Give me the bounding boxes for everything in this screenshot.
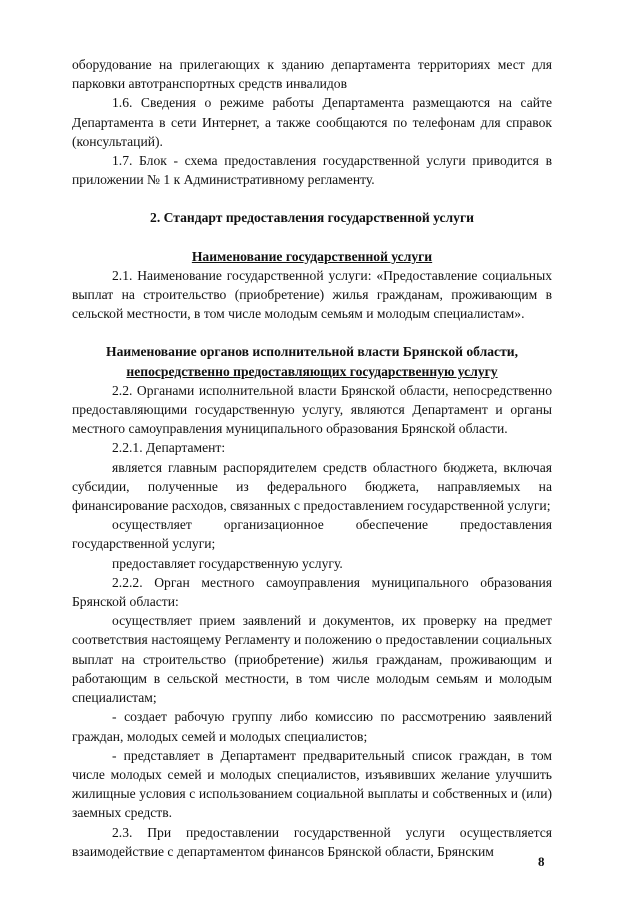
page-body	[72, 55, 552, 861]
paragraph-1-7: 1.7. Блок - схема предоставления государственной услуги приводится в приложении № 1 к Административному регламенту.	[72, 153, 552, 188]
local-authority-duty-3: - представляет в Департамент предварительный список граждан, в том числе молодых семей и молодых специалистов, изъявивших желание улучшить жилищные условия с использованием социальной выплаты и собственных и (или) заемных средств.	[72, 747, 552, 821]
service-name-heading: Наименование государственной услуги	[191, 248, 433, 264]
department-duty-3: предоставляет государственную услугу.	[112, 555, 343, 571]
department-duty-2: осуществляет организационное обеспечение предоставления государственной услуги;	[72, 517, 552, 552]
paragraph-2-1: 2.1. Наименование государственной услуги: «Предоставление социальных выплат на строительство (приобретение) жилья гражданам, проживающим в сельской местности, в том числе молодым семьям и молодым специалистам».	[72, 267, 552, 322]
local-authority-duty-2: - создает рабочую группу либо комиссию по рассмотрению заявлений граждан, молодых семей и молодых специалистов;	[72, 709, 552, 744]
spacer	[72, 323, 552, 342]
section-2-heading: 2. Стандарт предоставления государственной услуги	[150, 210, 474, 226]
organs-heading-line-2: непосредственно предоставляющих государственную услугу	[126, 363, 498, 379]
paragraph-2-2-1: 2.2.1. Департамент:	[112, 440, 226, 456]
page-number: 8	[538, 854, 545, 869]
organs-heading-line-1: Наименование органов исполнительной власти Брянской области,	[106, 344, 518, 360]
department-duty-1: является главным распорядителем средств областного бюджета, включая субсидии, полученные из федерального бюджета, направляемых на финансирование расходов, связанных с предоставлением государственной услуги;	[72, 459, 552, 514]
paragraph-continuation: оборудование на прилегающих к зданию департамента территориях мест для парковки автотранспортных средств инвалидов	[72, 57, 552, 92]
local-authority-duty-1: осуществляет прием заявлений и документов, их проверку на предмет соответствия настоящему Регламенту и положению о предоставлении социальных выплат на строительство (приобретение) жилья гражданам, проживающим и работающим в сельской местности, в том числе молодым семьям и молодым специалистам;	[72, 613, 552, 706]
paragraph-2-2: 2.2. Органами исполнительной власти Брянской области, непосредственно предоставляющими государственную услугу, являются Департамент и органы местного самоуправления муниципального образования Брянской области.	[72, 382, 552, 437]
paragraph-2-3: 2.3. При предоставлении государственной услуги осуществляется взаимодействие с департаментом финансов Брянской области, Брянским	[72, 824, 552, 859]
spacer	[72, 189, 552, 208]
paragraph-1-6: 1.6. Сведения о режиме работы Департамента размещаются на сайте Департамента в сети Интернет, а также сообщаются по телефонам для справок (консультаций).	[72, 95, 552, 149]
paragraph-2-2-2: 2.2.2. Орган местного самоуправления муниципального образования Брянской области:	[72, 574, 552, 610]
spacer	[72, 228, 552, 247]
